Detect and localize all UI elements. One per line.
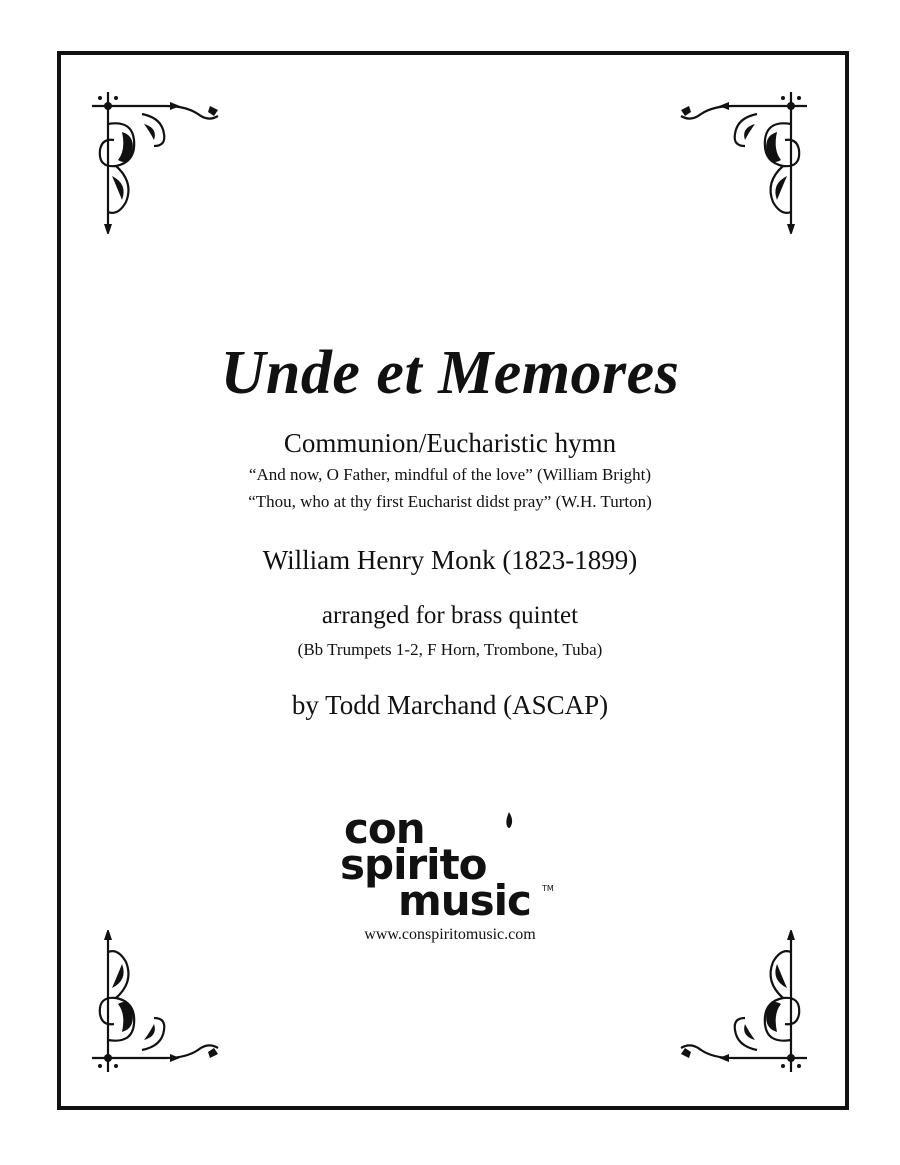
logo-word-music: music (398, 876, 531, 925)
logo-word-spirito: spirito (340, 840, 487, 889)
page-title: Unde et Memores (220, 339, 680, 407)
logo-word-con: con (344, 804, 425, 853)
arranger: by Todd Marchand (ASCAP) (291, 690, 609, 720)
text-source-2: “Thou, who at thy first Eucharist didst pray” (W.H. Turton) (248, 492, 652, 511)
flourish-corner-icon (82, 84, 222, 234)
flourish-corner-icon (677, 930, 817, 1080)
flourish-corner-icon (82, 930, 222, 1080)
composer: William Henry Monk (1823-1899) (262, 545, 638, 575)
arrangement: arranged for brass quintet (321, 602, 579, 629)
flourish-corner-icon (677, 84, 817, 234)
text-source-1: “And now, O Father, mindful of the love” (William Bright) (248, 465, 652, 484)
flame-icon (503, 812, 515, 832)
instrumentation: (Bb Trumpets 1-2, F Horn, Trombone, Tuba) (297, 640, 603, 659)
subtitle: Communion/Eucharistic hymn (283, 428, 617, 458)
publisher-url[interactable]: www.conspiritomusic.com (364, 926, 536, 943)
trademark-mark: TM (542, 884, 554, 893)
publisher-logo (340, 804, 560, 928)
